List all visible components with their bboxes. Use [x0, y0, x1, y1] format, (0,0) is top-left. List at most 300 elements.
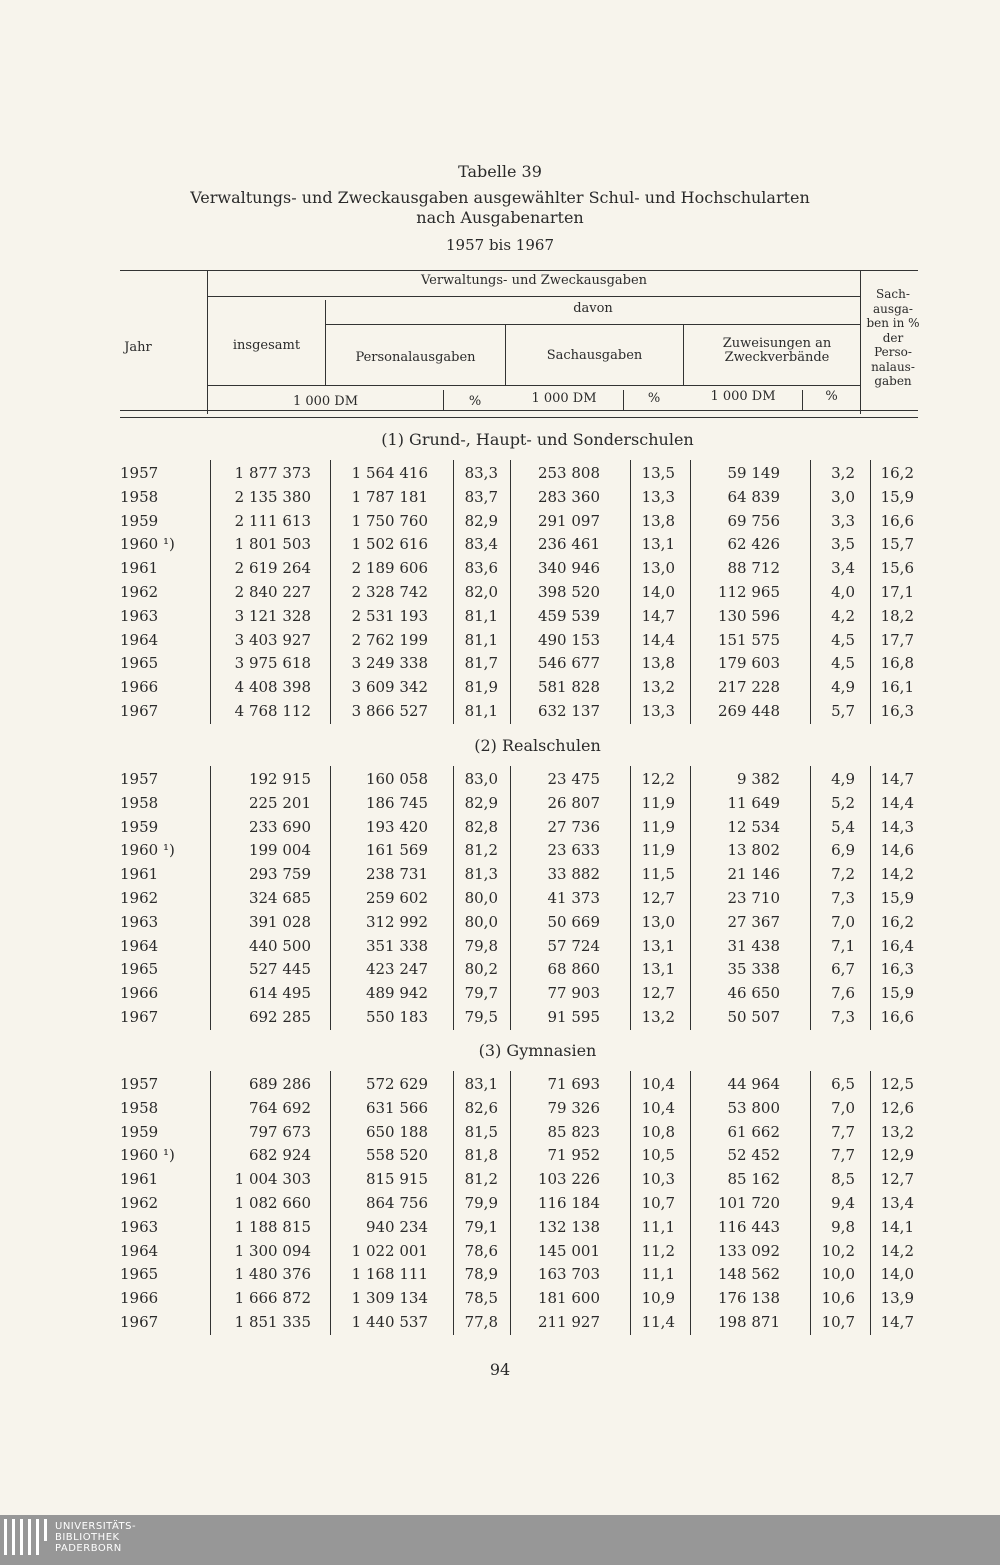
cell-year: 1966	[120, 984, 159, 1003]
cell-sach-pct: 12,7	[641, 889, 675, 907]
cell-pers: 2 328 742	[351, 583, 428, 601]
cell-pers-pct: 82,9	[464, 793, 498, 812]
cell-pers-pct: 78,6	[464, 1241, 498, 1260]
header-sach: Sachausgaben	[546, 348, 643, 363]
cell-sach-pct: 12,2	[641, 770, 675, 788]
library-name-line1: UNIVERSITÄTS-	[55, 1521, 137, 1532]
cell-year: 1962	[120, 583, 159, 601]
cell-zuw: 50 507	[727, 1008, 780, 1026]
header-insgesamt: insgesamt	[232, 338, 301, 353]
cell-pers-pct: 79,8	[464, 936, 498, 955]
cell-pers: 312 992	[365, 912, 428, 931]
library-name-line3: PADERBORN	[55, 1543, 122, 1554]
cell-pers-pct: 80,0	[464, 889, 498, 907]
cell-year: 1966	[120, 678, 159, 697]
cell-pers-pct: 78,5	[464, 1289, 498, 1308]
library-name-line2: BIBLIOTHEK	[55, 1532, 120, 1543]
cell-year: 1957	[120, 770, 159, 788]
cell-pers-pct: 83,4	[464, 535, 498, 554]
cell-year: 1958	[120, 1098, 159, 1117]
cell-zuw: 31 438	[727, 936, 780, 955]
cell-sach-pct: 11,1	[641, 1265, 675, 1284]
cell-year: 1961	[120, 559, 159, 578]
cell-zuw-pct: 4,0	[831, 583, 855, 601]
cell-quote: 15,9	[880, 487, 914, 506]
cell-quote: 16,3	[880, 960, 914, 979]
header-unit-pct: %	[825, 389, 838, 404]
cell-sach-pct: 13,8	[641, 511, 675, 530]
library-name	[55, 1521, 136, 1554]
cell-year: 1967	[120, 1313, 159, 1331]
cell-sach-pct: 13,0	[641, 559, 675, 578]
cell-pers-pct: 81,2	[464, 841, 498, 860]
cell-sach: 211 927	[537, 1313, 600, 1331]
cell-ins: 1 082 660	[234, 1194, 311, 1212]
cell-zuw-pct: 7,2	[831, 865, 855, 884]
cell-sach-pct: 13,3	[641, 702, 675, 720]
cell-sach-pct: 11,9	[641, 817, 675, 836]
cell-zuw-pct: 4,5	[831, 654, 855, 673]
cell-pers-pct: 81,1	[464, 630, 498, 649]
cell-sach: 27 736	[547, 817, 600, 836]
cell-zuw: 53 800	[727, 1098, 780, 1117]
section-title: (3) Gymnasien	[478, 1041, 597, 1060]
cell-zuw: 112 965	[717, 583, 780, 601]
cell-zuw: 64 839	[727, 487, 780, 506]
cell-zuw: 11 649	[727, 793, 780, 812]
cell-sach-pct: 13,5	[641, 464, 675, 482]
cell-ins: 1 877 373	[234, 464, 311, 482]
cell-quote: 15,9	[880, 889, 914, 907]
cell-quote: 14,1	[880, 1217, 914, 1236]
cell-quote: 15,6	[880, 559, 914, 578]
cell-sach-pct: 13,1	[641, 535, 675, 554]
cell-sach: 283 360	[537, 487, 600, 506]
cell-pers: 3 609 342	[351, 678, 428, 697]
cell-pers-pct: 80,2	[464, 960, 498, 979]
cell-quote: 15,7	[880, 535, 914, 554]
cell-pers-pct: 83,6	[464, 559, 498, 578]
cell-year: 1959	[120, 817, 159, 836]
cell-sach-pct: 14,0	[641, 583, 675, 601]
table-title-line1: Verwaltungs- und Zweckausgaben ausgewählter Schul- und Hochschularten	[190, 188, 810, 207]
cell-zuw: 69 756	[727, 511, 780, 530]
cell-pers-pct: 81,9	[464, 678, 498, 697]
cell-pers-pct: 81,1	[464, 702, 498, 720]
cell-year: 1957	[120, 464, 159, 482]
cell-zuw-pct: 7,1	[831, 936, 855, 955]
cell-zuw: 9 382	[737, 770, 780, 788]
cell-pers-pct: 82,8	[464, 817, 498, 836]
cell-sach: 91 595	[547, 1008, 600, 1026]
cell-pers: 864 756	[365, 1194, 428, 1212]
cell-pers: 2 189 606	[351, 559, 428, 578]
header-davon-rule	[325, 324, 860, 325]
cell-zuw: 217 228	[717, 678, 780, 697]
cell-zuw-pct: 9,4	[831, 1194, 855, 1212]
cell-sach-pct: 11,4	[641, 1313, 675, 1331]
cell-sach: 546 677	[537, 654, 600, 673]
header-davon: davon	[573, 301, 613, 316]
cell-sach: 57 724	[547, 936, 600, 955]
cell-pers: 815 915	[365, 1170, 428, 1189]
cell-pers: 161 569	[365, 841, 428, 860]
cell-sach-pct: 11,9	[641, 793, 675, 812]
cell-zuw-pct: 6,9	[831, 841, 855, 860]
cell-year: 1962	[120, 889, 159, 907]
cell-zuw: 62 426	[727, 535, 780, 554]
cell-quote: 14,7	[880, 770, 914, 788]
table-title	[0, 188, 1000, 228]
cell-sach-pct: 11,5	[641, 865, 675, 884]
cell-sach-pct: 13,3	[641, 487, 675, 506]
cell-zuw-pct: 10,0	[821, 1265, 855, 1284]
cell-pers: 3 249 338	[351, 654, 428, 673]
header-bottom-rule	[120, 410, 918, 411]
cell-ins: 1 300 094	[234, 1241, 311, 1260]
cell-zuw: 61 662	[727, 1122, 780, 1141]
cell-sach-pct: 10,7	[641, 1194, 675, 1212]
cell-zuw-pct: 9,8	[831, 1217, 855, 1236]
cell-pers: 1 309 134	[351, 1289, 428, 1308]
cell-zuw: 176 138	[717, 1289, 780, 1308]
cell-quote: 14,2	[880, 865, 914, 884]
header-unit-dm: 1 000 DM	[531, 391, 597, 406]
cell-year: 1959	[120, 1122, 159, 1141]
cell-sach-pct: 12,7	[641, 984, 675, 1003]
cell-sach: 71 693	[547, 1075, 600, 1093]
cell-zuw: 101 720	[717, 1194, 780, 1212]
cell-year: 1964	[120, 1241, 159, 1260]
cell-pers-pct: 82,6	[464, 1098, 498, 1117]
cell-zuw-pct: 5,7	[831, 702, 855, 720]
cell-pers: 3 866 527	[351, 702, 428, 720]
header-unit-pct: %	[647, 391, 661, 406]
cell-quote: 16,2	[880, 464, 914, 482]
cell-sach-pct: 10,8	[641, 1122, 675, 1141]
cell-pers-pct: 83,7	[464, 487, 498, 506]
cell-zuw: 35 338	[727, 960, 780, 979]
cell-quote: 13,9	[880, 1289, 914, 1308]
header-bottom-rule-2	[120, 417, 918, 418]
cell-pers-pct: 81,7	[464, 654, 498, 673]
cell-sach-pct: 11,1	[641, 1217, 675, 1236]
cell-zuw-pct: 7,7	[831, 1122, 855, 1141]
cell-year: 1965	[120, 1265, 159, 1284]
cell-ins: 391 028	[248, 912, 311, 931]
cell-zuw-pct: 7,0	[831, 1098, 855, 1117]
cell-ins: 1 004 303	[234, 1170, 311, 1189]
cell-zuw: 85 162	[727, 1170, 780, 1189]
cell-pers-pct: 78,9	[464, 1265, 498, 1284]
cell-ins: 4 408 398	[234, 678, 311, 697]
cell-ins: 3 975 618	[234, 654, 311, 673]
cell-pers: 423 247	[365, 960, 428, 979]
cell-sach: 132 138	[537, 1217, 600, 1236]
cell-sach: 85 823	[547, 1122, 600, 1141]
cell-year: 1963	[120, 1217, 159, 1236]
cell-ins: 527 445	[248, 960, 311, 979]
cell-zuw: 52 452	[727, 1146, 780, 1165]
cell-quote: 16,1	[880, 678, 914, 697]
cell-quote: 12,9	[880, 1146, 914, 1165]
cell-ins: 1 188 815	[234, 1217, 311, 1236]
header-unit-dm: 1 000 DM	[710, 389, 776, 404]
library-footer	[0, 1515, 1000, 1565]
cell-zuw: 27 367	[727, 912, 780, 931]
cell-year: 1967	[120, 1008, 159, 1026]
cell-quote: 14,3	[880, 817, 914, 836]
cell-zuw-pct: 7,3	[831, 889, 855, 907]
cell-zuw: 179 603	[717, 654, 780, 673]
cell-sach-pct: 11,9	[641, 841, 675, 860]
cell-sach-pct: 14,7	[641, 606, 675, 625]
table-title-line2: nach Ausgabenarten	[416, 208, 584, 227]
header-unit-dm: 1 000 DM	[292, 394, 359, 409]
cell-sach-pct: 10,4	[641, 1098, 675, 1117]
cell-sach-pct: 10,5	[641, 1146, 675, 1165]
cell-sach-pct: 13,1	[641, 960, 675, 979]
cell-ins: 3 403 927	[234, 630, 311, 649]
cell-pers: 940 234	[365, 1217, 428, 1236]
cell-sach: 398 520	[537, 583, 600, 601]
cell-ins: 764 692	[248, 1098, 311, 1117]
cell-zuw-pct: 7,0	[831, 912, 855, 931]
cell-sach: 236 461	[537, 535, 600, 554]
cell-quote: 16,6	[880, 1008, 914, 1026]
cell-pers: 1 787 181	[351, 487, 428, 506]
cell-zuw: 116 443	[717, 1217, 780, 1236]
cell-zuw-pct: 7,6	[831, 984, 855, 1003]
cell-zuw: 88 712	[727, 559, 780, 578]
cell-ins: 1 801 503	[234, 535, 311, 554]
cell-zuw-pct: 10,6	[821, 1289, 855, 1308]
cell-pers-pct: 81,1	[464, 606, 498, 625]
cell-sach-pct: 11,2	[641, 1241, 675, 1260]
cell-quote: 14,2	[880, 1241, 914, 1260]
header-personal: Personalausgaben	[355, 350, 476, 365]
cell-sach: 116 184	[537, 1194, 600, 1212]
page-number: 94	[489, 1360, 511, 1379]
section-title: (2) Realschulen	[474, 736, 601, 755]
cell-ins: 1 480 376	[234, 1265, 311, 1284]
cell-sach-pct: 13,1	[641, 936, 675, 955]
header-jahr: Jahr	[124, 340, 152, 355]
cell-sach: 23 475	[547, 770, 600, 788]
cell-pers-pct: 81,3	[464, 865, 498, 884]
cell-sach: 79 326	[547, 1098, 600, 1117]
cell-zuw: 269 448	[717, 702, 780, 720]
cell-quote: 12,6	[880, 1098, 914, 1117]
cell-pers: 550 183	[365, 1008, 428, 1026]
cell-ins: 2 619 264	[234, 559, 311, 578]
cell-zuw-pct: 3,4	[831, 559, 855, 578]
cell-pers-pct: 81,5	[464, 1122, 498, 1141]
cell-quote: 14,7	[880, 1313, 914, 1331]
cell-year: 1965	[120, 654, 159, 673]
header-top-rule	[120, 270, 918, 271]
cell-zuw-pct: 4,2	[831, 606, 855, 625]
cell-pers-pct: 83,3	[464, 464, 498, 482]
section-title: (1) Grund-, Haupt- und Sonderschulen	[381, 430, 694, 449]
cell-sach: 68 860	[547, 960, 600, 979]
cell-quote: 16,6	[880, 511, 914, 530]
cell-zuw: 21 146	[727, 865, 780, 884]
cell-pers-pct: 79,5	[464, 1008, 498, 1026]
cell-ins: 689 286	[248, 1075, 311, 1093]
cell-pers: 193 420	[365, 817, 428, 836]
cell-quote: 12,5	[880, 1075, 914, 1093]
cell-ins: 192 915	[248, 770, 311, 788]
cell-zuw-pct: 3,0	[831, 487, 855, 506]
cell-ins: 199 004	[248, 841, 311, 860]
cell-pers: 1 440 537	[351, 1313, 428, 1331]
cell-zuw: 44 964	[727, 1075, 780, 1093]
cell-zuw: 130 596	[717, 606, 780, 625]
cell-sach: 163 703	[537, 1265, 600, 1284]
cell-zuw: 151 575	[717, 630, 780, 649]
cell-year: 1964	[120, 936, 159, 955]
cell-year: 1967	[120, 702, 159, 720]
header-unit-pct: %	[468, 394, 482, 409]
cell-sach: 33 882	[547, 865, 600, 884]
cell-zuw-pct: 4,9	[831, 770, 855, 788]
cell-zuw-pct: 10,2	[821, 1241, 855, 1260]
cell-quote: 13,2	[880, 1122, 914, 1141]
cell-pers-pct: 82,0	[464, 583, 498, 601]
cell-pers: 631 566	[365, 1098, 428, 1117]
cell-pers-pct: 81,8	[464, 1146, 498, 1165]
cell-sach: 291 097	[537, 511, 600, 530]
cell-ins: 692 285	[248, 1008, 311, 1026]
cell-sach-pct: 13,2	[641, 1008, 675, 1026]
cell-ins: 2 840 227	[234, 583, 311, 601]
header-sachquote: Sach- ausga- ben in % der Perso- nalaus- gaben	[866, 287, 920, 388]
cell-sach: 632 137	[537, 702, 600, 720]
cell-sach: 459 539	[537, 606, 600, 625]
cell-year: 1963	[120, 912, 159, 931]
table-number: Tabelle 39	[458, 162, 542, 181]
library-logo-icon	[4, 1519, 48, 1561]
cell-year: 1961	[120, 1170, 159, 1189]
cell-sach: 50 669	[547, 912, 600, 931]
header-vrule	[860, 270, 861, 414]
cell-quote: 14,4	[880, 793, 914, 812]
cell-zuw-pct: 5,2	[831, 793, 855, 812]
cell-year: 1962	[120, 1194, 159, 1212]
cell-ins: 1 851 335	[234, 1313, 311, 1331]
cell-quote: 16,3	[880, 702, 914, 720]
cell-year: 1958	[120, 793, 159, 812]
cell-year: 1960 ¹)	[120, 1146, 175, 1165]
cell-sach: 490 153	[537, 630, 600, 649]
cell-sach-pct: 10,9	[641, 1289, 675, 1308]
cell-quote: 12,7	[880, 1170, 914, 1189]
cell-zuw: 12 534	[727, 817, 780, 836]
cell-year: 1961	[120, 865, 159, 884]
cell-ins: 614 495	[248, 984, 311, 1003]
cell-pers: 1 750 760	[351, 511, 428, 530]
cell-ins: 225 201	[248, 793, 311, 812]
cell-sach: 581 828	[537, 678, 600, 697]
cell-quote: 16,8	[880, 654, 914, 673]
cell-pers: 489 942	[365, 984, 428, 1003]
cell-sach-pct: 10,4	[641, 1075, 675, 1093]
cell-zuw-pct: 6,7	[831, 960, 855, 979]
cell-year: 1963	[120, 606, 159, 625]
cell-sach-pct: 14,4	[641, 630, 675, 649]
cell-pers: 1 022 001	[351, 1241, 428, 1260]
cell-zuw-pct: 8,5	[831, 1170, 855, 1189]
cell-quote: 18,2	[880, 606, 914, 625]
cell-sach-pct: 13,0	[641, 912, 675, 931]
cell-pers: 1 502 616	[351, 535, 428, 554]
cell-pers: 351 338	[365, 936, 428, 955]
cell-zuw-pct: 10,7	[821, 1313, 855, 1331]
cell-pers-pct: 81,2	[464, 1170, 498, 1189]
cell-sach-pct: 13,8	[641, 654, 675, 673]
cell-ins: 4 768 112	[234, 702, 311, 720]
cell-quote: 16,2	[880, 912, 914, 931]
cell-pers-pct: 79,9	[464, 1194, 498, 1212]
cell-ins: 2 111 613	[234, 511, 311, 530]
cell-sach: 253 808	[537, 464, 600, 482]
cell-pers-pct: 79,1	[464, 1217, 498, 1236]
cell-sach-pct: 10,3	[641, 1170, 675, 1189]
header-group-rule	[207, 296, 860, 297]
cell-pers: 650 188	[365, 1122, 428, 1141]
cell-pers-pct: 83,1	[464, 1075, 498, 1093]
cell-sach: 340 946	[537, 559, 600, 578]
cell-pers: 572 629	[365, 1075, 428, 1093]
cell-pers-pct: 82,9	[464, 511, 498, 530]
cell-sach: 71 952	[547, 1146, 600, 1165]
cell-sach: 41 373	[547, 889, 600, 907]
cell-ins: 440 500	[248, 936, 311, 955]
cell-pers: 259 602	[365, 889, 428, 907]
cell-sach: 181 600	[537, 1289, 600, 1308]
cell-year: 1960 ¹)	[120, 841, 175, 860]
cell-sach: 26 807	[547, 793, 600, 812]
cell-zuw-pct: 7,3	[831, 1008, 855, 1026]
cell-year: 1957	[120, 1075, 159, 1093]
cell-year: 1966	[120, 1289, 159, 1308]
cell-ins: 293 759	[248, 865, 311, 884]
cell-sach: 23 633	[547, 841, 600, 860]
cell-zuw-pct: 3,3	[831, 511, 855, 530]
cell-zuw: 198 871	[717, 1313, 780, 1331]
cell-quote: 13,4	[880, 1194, 914, 1212]
cell-zuw-pct: 7,7	[831, 1146, 855, 1165]
cell-zuw-pct: 4,9	[831, 678, 855, 697]
cell-year: 1964	[120, 630, 159, 649]
cell-zuw: 13 802	[727, 841, 780, 860]
cell-zuw-pct: 3,5	[831, 535, 855, 554]
cell-pers: 1 564 416	[351, 464, 428, 482]
cell-pers: 2 531 193	[351, 606, 428, 625]
header-vrule	[683, 324, 684, 385]
cell-zuw: 133 092	[717, 1241, 780, 1260]
cell-zuw: 46 650	[727, 984, 780, 1003]
cell-ins: 2 135 380	[234, 487, 311, 506]
header-zuweisungen: Zuweisungen an Zweckverbände	[722, 336, 832, 365]
cell-quote: 17,1	[880, 583, 914, 601]
cell-quote: 16,4	[880, 936, 914, 955]
cell-pers-pct: 80,0	[464, 912, 498, 931]
cell-quote: 15,9	[880, 984, 914, 1003]
cell-year: 1958	[120, 487, 159, 506]
cell-pers-pct: 83,0	[464, 770, 498, 788]
